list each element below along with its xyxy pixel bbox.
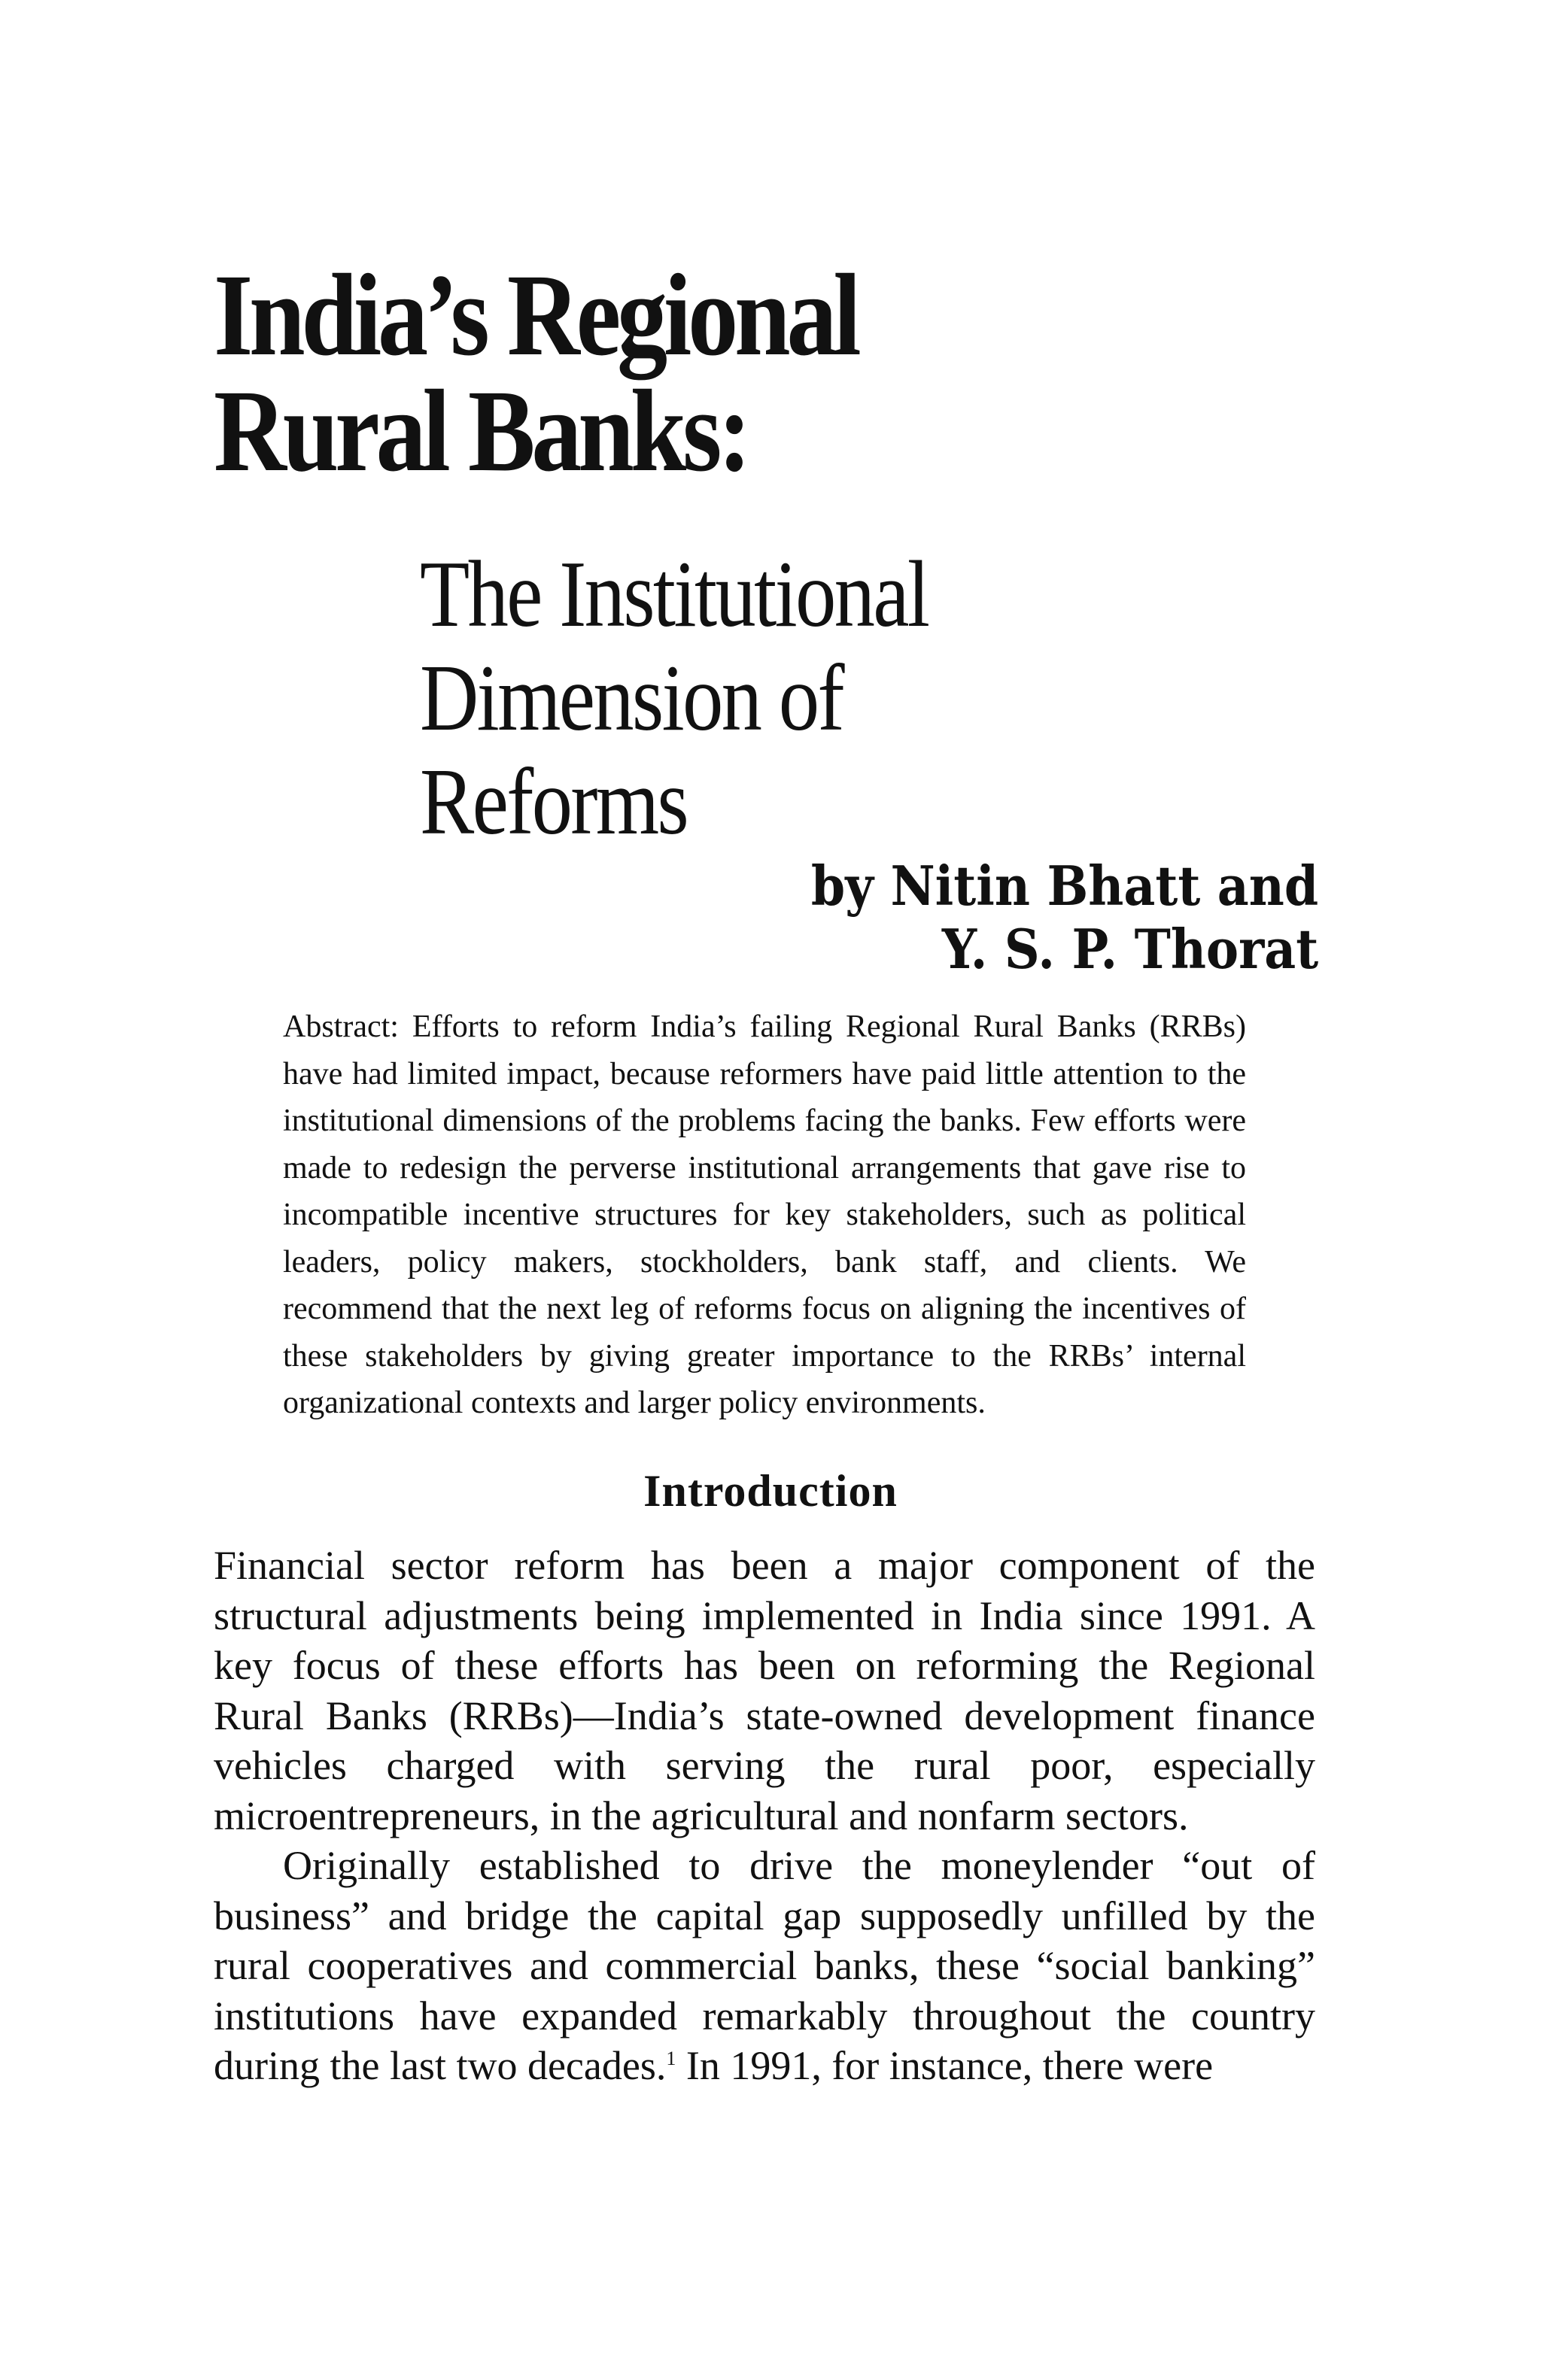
subtitle-line-3: Reforms: [420, 750, 688, 855]
subtitle-line-1: The Institutional: [420, 542, 929, 647]
body-text: [214, 1541, 1315, 2091]
footnote-marker[interactable]: 1: [666, 2048, 676, 2069]
subtitle-line-2: Dimension of: [420, 646, 843, 751]
title-line-1: India’s Regional: [214, 250, 858, 380]
paragraph-2-continuation: In 1991, for instance, there were: [676, 2043, 1214, 2088]
article-title: [214, 250, 858, 496]
section-heading: Introduction: [643, 1466, 898, 1516]
abstract: Abstract: Efforts to reform India’s failing Regional Rural Banks (RRBs) have had limited impact, because reformers have paid little attention to the institutional dimensions of the problems facing the banks. Few efforts were made to redesign the perverse institutional arrangements that gave rise to incompatible incentive structures for key stakeholders, such as political leaders, policy makers, stockholders, bank staff, and clients. We recommend that the next leg of reforms focus on aligning the incentives of these stakeholders by giving greater importance to the RRBs’ internal organizational contexts and larger policy environments.: [283, 1009, 1246, 1420]
byline-line-1: by Nitin Bhatt and: [810, 854, 1318, 918]
title-line-2: Rural Banks:: [214, 366, 748, 496]
byline-line-2: Y. S. P. Thorat: [941, 917, 1318, 981]
author-byline: [811, 855, 1318, 981]
paragraph-2-text: Originally established to drive the moneylender “out of business” and bridge the capital gap supposedly unfilled by the rural cooperatives and commercial banks, these “social banking” institutions have expanded remarkably throughout the country during the last two decades.: [214, 1843, 1315, 2088]
body-paragraph-1: Financial sector reform has been a major component of the structural adjustments being implemented in India since 1991. A key focus of these efforts has been on reforming the Regional Rural Banks (RRBs)—India’s state-owned development finance vehicles charged with serving the rural poor, especially microentrepreneurs, in the agricultural and nonfarm sectors.: [214, 1543, 1315, 1838]
body-paragraph-2: [214, 1841, 1315, 2091]
article-subtitle: [420, 543, 928, 855]
